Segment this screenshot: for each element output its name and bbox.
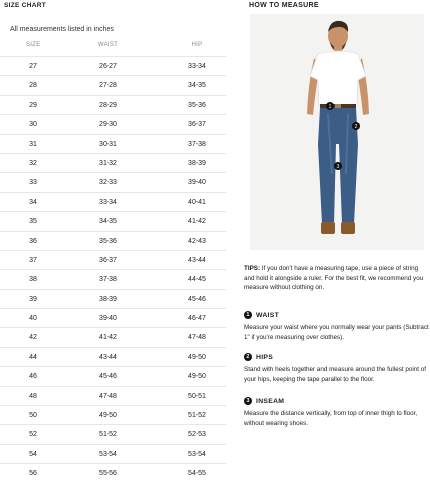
size-cell: 27 xyxy=(29,63,37,70)
hip-cell: 34-35 xyxy=(188,82,206,90)
step-number-icon: 3 xyxy=(244,397,252,405)
waist-cell: 26-27 xyxy=(99,63,117,70)
size-cell: 35 xyxy=(29,218,37,226)
size-cell: 32 xyxy=(29,159,37,167)
table-row xyxy=(0,327,226,346)
hip-cell: 50-51 xyxy=(188,392,206,400)
size-chart-header xyxy=(0,42,226,52)
table-row xyxy=(0,366,226,385)
table-row xyxy=(0,424,226,443)
size-cell: 33 xyxy=(29,179,37,187)
size-cell: 52 xyxy=(29,431,37,439)
size-cell: 46 xyxy=(29,373,37,381)
waist-cell: 36-37 xyxy=(99,256,117,264)
hip-cell: 35-36 xyxy=(188,101,206,109)
step-title: INSEAM xyxy=(256,397,285,405)
size-cell: 31 xyxy=(29,140,37,148)
waist-cell: 28-29 xyxy=(99,101,117,109)
size-cell: 44 xyxy=(29,353,37,361)
size-cell: 36 xyxy=(29,237,37,245)
step-number-icon: 2 xyxy=(244,353,252,361)
size-cell: 30 xyxy=(29,121,37,129)
size-cell: 48 xyxy=(29,392,37,400)
size-cell: 56 xyxy=(29,470,37,478)
waist-cell: 39-40 xyxy=(99,315,117,323)
waist-cell: 33-34 xyxy=(99,198,117,206)
waist-cell: 37-38 xyxy=(99,276,117,284)
hip-cell: 36-37 xyxy=(188,121,206,129)
size-cell: 54 xyxy=(29,450,37,458)
table-row xyxy=(0,347,226,366)
hip-cell: 39-40 xyxy=(188,179,206,187)
hip-cell: 46-47 xyxy=(188,315,206,323)
size-chart-title: SIZE CHART xyxy=(4,2,46,9)
size-cell: 42 xyxy=(29,334,37,342)
hip-cell: 51-52 xyxy=(188,412,206,420)
step-hips xyxy=(244,352,430,384)
hip-cell: 43-44 xyxy=(188,256,206,264)
table-row xyxy=(0,463,226,482)
table-row xyxy=(0,231,226,250)
size-cell: 37 xyxy=(29,256,37,264)
size-cell: 29 xyxy=(29,101,37,109)
waist-cell: 32-33 xyxy=(99,179,117,187)
waist-cell: 35-36 xyxy=(99,237,117,245)
step-title: WAIST xyxy=(256,311,280,319)
hip-cell: 49-50 xyxy=(188,373,206,381)
step-title: HIPS xyxy=(256,353,274,361)
step-description: Stand with heels together and measure around the fullest point of your hips, keeping the tape parallel to the floor. xyxy=(244,366,427,383)
table-row xyxy=(0,308,226,327)
size-cell: 38 xyxy=(29,276,37,284)
table-row xyxy=(0,250,226,269)
size-cell: 34 xyxy=(29,198,37,206)
waist-cell: 34-35 xyxy=(99,218,117,226)
waist-cell: 29-30 xyxy=(99,121,117,129)
photo-marker-2: 2 xyxy=(354,124,358,130)
hip-cell: 44-45 xyxy=(188,276,206,284)
step-waist xyxy=(244,310,430,342)
size-chart-subtitle: All measurements listed in inches xyxy=(10,26,114,33)
photo-marker-1: 1 xyxy=(328,104,332,110)
table-row xyxy=(0,405,226,424)
step-number-icon: 1 xyxy=(244,311,252,319)
waist-cell: 45-46 xyxy=(99,373,117,381)
step-inseam xyxy=(244,396,430,428)
size-cell: 39 xyxy=(29,295,37,303)
table-row xyxy=(0,95,226,114)
hip-cell: 41-42 xyxy=(188,218,206,226)
hip-cell: 40-41 xyxy=(188,198,206,206)
hip-cell: 47-48 xyxy=(188,334,206,342)
table-row xyxy=(0,56,226,75)
tips-label: TIPS: xyxy=(244,265,261,272)
model-figure-illustration xyxy=(250,14,424,250)
hip-cell: 33-34 xyxy=(188,63,206,70)
waist-cell: 41-42 xyxy=(99,334,117,342)
how-to-measure-panel xyxy=(244,0,430,430)
hip-cell: 38-39 xyxy=(188,159,206,167)
model-photo xyxy=(250,14,424,250)
waist-cell: 53-54 xyxy=(99,450,117,458)
size-cell: 28 xyxy=(29,82,37,90)
table-row xyxy=(0,211,226,230)
how-to-measure-title: HOW TO MEASURE xyxy=(249,2,319,9)
size-cell: 40 xyxy=(29,315,37,323)
size-chart-table xyxy=(0,56,226,483)
waist-cell: 43-44 xyxy=(99,353,117,361)
table-row xyxy=(0,444,226,463)
table-row xyxy=(0,386,226,405)
hip-cell: 42-43 xyxy=(188,237,206,245)
table-row xyxy=(0,134,226,153)
table-row xyxy=(0,172,226,191)
waist-cell: 55-56 xyxy=(99,470,117,478)
column-header-size: SIZE xyxy=(26,42,41,48)
size-cell: 50 xyxy=(29,412,37,420)
hip-cell: 54-55 xyxy=(188,470,206,478)
waist-cell: 30-31 xyxy=(99,140,117,148)
table-row xyxy=(0,114,226,133)
photo-marker-3: 3 xyxy=(336,164,340,170)
hip-cell: 49-50 xyxy=(188,353,206,361)
tips-body: If you don't have a measuring tape, use a piece of string and hold it alongside a ruler. For the best fit, we recommend you measure without clothing on. xyxy=(244,265,424,291)
hip-cell: 53-54 xyxy=(188,450,206,458)
waist-cell: 27-28 xyxy=(99,82,117,90)
table-row xyxy=(0,289,226,308)
step-description: Measure your waist where you normally wear your pants (Subtract 1" if you're measuring over clothes). xyxy=(244,324,429,341)
waist-cell: 49-50 xyxy=(99,412,117,420)
hip-cell: 37-38 xyxy=(188,140,206,148)
waist-cell: 31-32 xyxy=(99,159,117,167)
waist-cell: 51-52 xyxy=(99,431,117,439)
table-row xyxy=(0,153,226,172)
waist-cell: 38-39 xyxy=(99,295,117,303)
hip-cell: 52-53 xyxy=(188,431,206,439)
table-row xyxy=(0,192,226,211)
column-header-waist: WAIST xyxy=(97,42,119,48)
table-row xyxy=(0,269,226,288)
tips-text xyxy=(244,264,430,293)
table-row xyxy=(0,75,226,94)
column-header-hip: HIP xyxy=(191,42,203,48)
hip-cell: 45-46 xyxy=(188,295,206,303)
step-description: Measure the distance vertically, from top of inner thigh to floor, without wearing shoes. xyxy=(244,410,418,427)
waist-cell: 47-48 xyxy=(99,392,117,400)
